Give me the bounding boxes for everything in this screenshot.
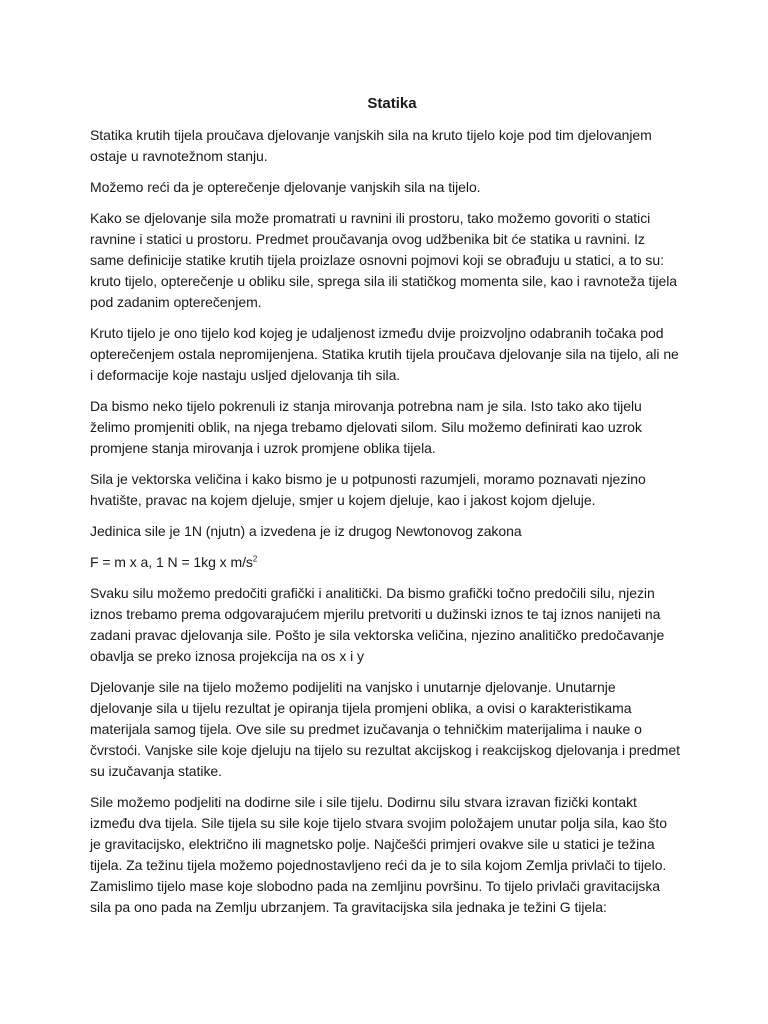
formula-text: F = m x a, 1 N = 1kg x m/s (90, 554, 253, 570)
formula (90, 552, 680, 573)
paragraph: Sila je vektorska veličina i kako bismo je u potpunosti razumjeli, moramo poznavati njezino hvatište, pravac na kojem djeluje, smjer u kojem djeluje, kao i jakost kojom djeluje. (90, 471, 646, 508)
document-page (90, 93, 680, 928)
paragraph: Možemo reći da je opterečenje djelovanje vanjskih sila na tijelo. (90, 179, 481, 195)
paragraph: Jedinica sile je 1N (njutn) a izvedena je iz drugog Newtonovog zakona (90, 523, 522, 539)
paragraph: Sile možemo podjeliti na dodirne sile i sile tijelu. Dodirnu silu stvara izravan fizički kontakt između dva tijela. Sile tijela su sile koje tijelo stvara svojim položajem unutar polja sila, kao što je gravitacijsko, električno ili magnetsko polje. Najčešći primjeri ovakve sile u statici je težina tijela. Za težinu tijela možemo pojednostavljeno reći da je to sila kojom Zemlja privlači to tijelo. Zamislimo tijelo mase koje slobodno pada na zemljinu površinu. To tijelo privlači gravitacijska sila pa ono pada na Zemlju ubrzanjem. Ta gravitacijska sila jednaka je težini G tijela: (90, 794, 668, 915)
paragraph: Kako se djelovanje sila može promatrati u ravnini ili prostoru, tako možemo govoriti o statici ravnine i statici u prostoru. Predmet proučavanja ovog udžbenika bit će statika u ravnini. Iz same definicije statike krutih tijela proizlaze osnovni pojmovi koji se obrađuju u statici, a to su: kruto tijelo, opterečenje u obliku sile, sprega sila ili statičkog momenta sile, kao i ravnoteža tijela pod zadanim opterečenjem. (90, 210, 678, 310)
paragraph: Statika krutih tijela proučava djelovanje vanjskih sila na kruto tijelo koje pod tim djelovanjem ostaje u ravnotežnom stanju. (90, 127, 652, 164)
paragraph: Kruto tijelo je ono tijelo kod kojeg je udaljenost između dvije proizvoljno odabranih točaka pod opterečenjem ostala nepromijenjena. Statika krutih tijela proučava djelovanje sila na tijelo, ali ne i deformacije koje nastaju usljed djelovanja tih sila. (90, 325, 679, 383)
paragraph: Svaku silu možemo predočiti grafički i analitički. Da bismo grafički točno predočili silu, njezin iznos trebamo prema odgovarajućem mjerilu pretvoriti u dužinski iznos te taj iznos nanijeti na zadani pravac djelovanja sile. Pošto je sila vektorska veličina, njezino analitičko predočavanje obavlja se preko iznosa projekcija na os x i y (90, 585, 665, 664)
paragraph: Djelovanje sile na tijelo možemo podijeliti na vanjsko i unutarnje djelovanje. Unutarnje djelovanje sila u tijelu rezultat je opiranja tijela promjeni oblika, a ovisi o karakteristikama materijala samog tijela. Ove sile su predmet izučavanja o tehničkim materijalima i nauke o čvrstoći. Vanjske sile koje djeluju na tijelo su rezultat akcijskog i reakcijskog djelovanja i predmet su izučavanja statike. (90, 679, 680, 779)
page-title: Statika (367, 95, 417, 112)
paragraph: Da bismo neko tijelo pokrenuli iz stanja mirovanja potrebna nam je sila. Isto tako ako tijelu želimo promjeniti oblik, na njega trebamo djelovati silom. Silu možemo definirati kao uzrok promjene stanja mirovanja i uzrok promjene oblika tijela. (90, 398, 642, 456)
formula-exponent: 2 (252, 554, 258, 564)
